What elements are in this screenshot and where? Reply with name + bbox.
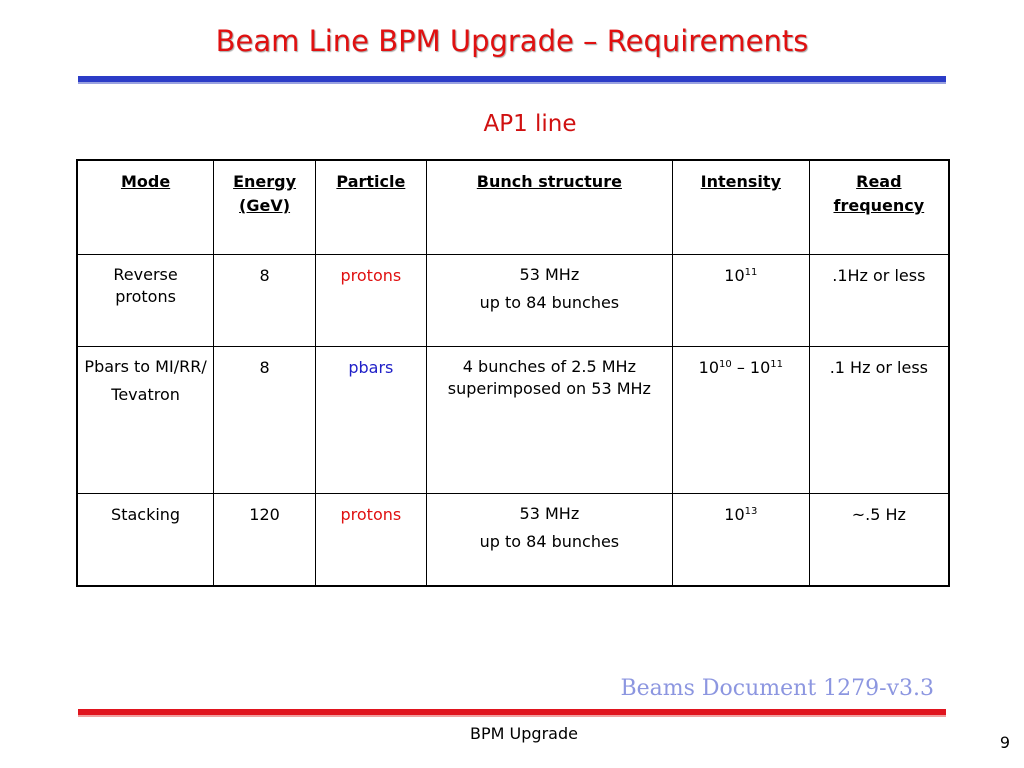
table-row xyxy=(77,494,949,587)
header-bunch-structure: Bunch structure xyxy=(426,160,672,255)
cell-bunch-structure: 53 MHz up to 84 bunches xyxy=(426,494,672,587)
footer-divider xyxy=(78,709,946,715)
header-particle: Particle xyxy=(315,160,426,255)
cell-read-frequency: ~.5 Hz xyxy=(809,494,949,587)
cell-intensity: $10^{11}$ xyxy=(672,255,809,347)
header-mode: Mode xyxy=(77,160,214,255)
cell-bunch-structure: 53 MHz up to 84 bunches xyxy=(426,255,672,347)
cell-particle: pbars xyxy=(315,347,426,494)
cell-mode: Stacking xyxy=(77,494,214,587)
cell-energy: 8 xyxy=(214,255,316,347)
cell-energy: 120 xyxy=(214,494,316,587)
slide-title: Beam Line BPM Upgrade – Requirements xyxy=(215,24,809,58)
header-intensity: Intensity xyxy=(672,160,809,255)
slide-subtitle: AP1 line xyxy=(483,111,577,137)
header-read-frequency: Read frequency xyxy=(809,160,949,255)
table-row xyxy=(77,347,949,494)
header-energy: Energy (GeV) xyxy=(214,160,316,255)
table-row xyxy=(77,255,949,347)
cell-intensity: $10^{13}$ xyxy=(672,494,809,587)
cell-particle: protons xyxy=(315,494,426,587)
cell-intensity: $10^{10} - 10^{11}$ xyxy=(672,347,809,494)
cell-mode: Pbars to MI/RR/ Tevatron xyxy=(77,347,214,494)
cell-mode: Reverse protons xyxy=(77,255,214,347)
cell-bunch-structure: 4 bunches of 2.5 MHz superimposed on 53 MHz xyxy=(426,347,672,494)
document-reference: Beams Document 1279-v3.3 xyxy=(620,676,934,701)
title-divider xyxy=(78,76,946,82)
cell-energy: 8 xyxy=(214,347,316,494)
requirements-table xyxy=(76,159,950,587)
cell-read-frequency: .1 Hz or less xyxy=(809,347,949,494)
cell-particle: protons xyxy=(315,255,426,347)
page-number: 9 xyxy=(999,733,1010,752)
table-header-row xyxy=(77,160,949,255)
cell-read-frequency: .1Hz or less xyxy=(809,255,949,347)
footer-text: BPM Upgrade xyxy=(470,724,578,743)
